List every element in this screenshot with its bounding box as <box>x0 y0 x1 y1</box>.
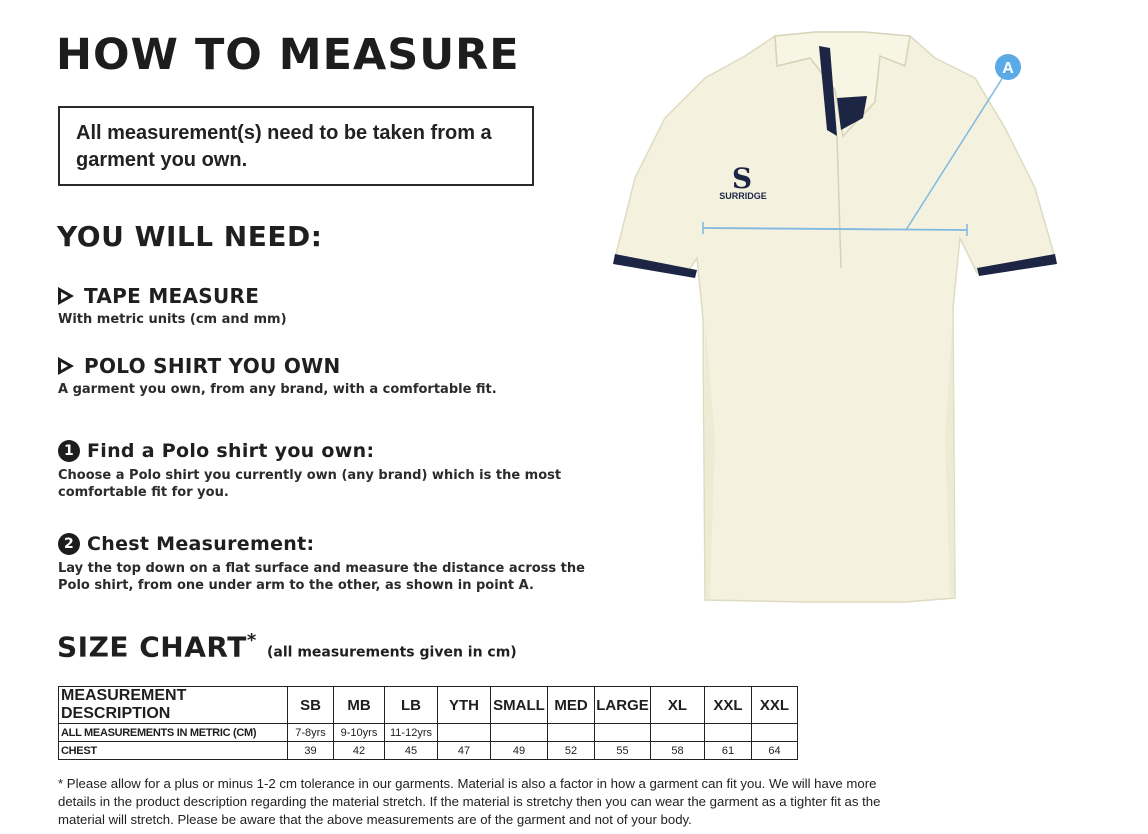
table-header-cell: MEASUREMENT DESCRIPTION <box>59 687 288 724</box>
step-title: Chest Measurement: <box>87 533 315 555</box>
table-cell: CHEST <box>59 742 288 760</box>
table-header-row <box>59 687 798 724</box>
triangle-bullet-icon <box>58 287 74 305</box>
table-cell: 47 <box>438 742 491 760</box>
step-desc: Lay the top down on a flat surface and measure the distance across the Polo shirt, from one under arm to the other, as shown in point A. <box>58 561 585 593</box>
polo-shirt-illustration <box>605 18 1070 608</box>
table-cell: 64 <box>752 742 798 760</box>
marker-a-label: A <box>1002 60 1014 77</box>
need-item-tape <box>58 284 287 327</box>
need-item-polo <box>58 354 497 397</box>
step-desc: Choose a Polo shirt you currently own (any brand) which is the most comfortable fit for you. <box>58 468 562 500</box>
size-chart-note: (all measurements given in cm) <box>267 644 517 661</box>
table-cell <box>651 724 705 742</box>
notice-box: All measurement(s) need to be taken from a garment you own. <box>58 106 534 186</box>
step-2 <box>58 533 598 594</box>
table-header-cell: SB <box>288 687 334 724</box>
table-cell <box>705 724 752 742</box>
table-header-cell: YTH <box>438 687 491 724</box>
footnote: * Please allow for a plus or minus 1-2 cm tolerance in our garments. Material is also a factor in how a garment can fit you. We will have more details in the product description regarding the material stretch. If the material is stretchy then you can wear the garment as a tighter fit as the material will stretch. Please be aware that the above measurements are of the garment and not of your body. <box>58 776 881 827</box>
need-item-title: POLO SHIRT YOU OWN <box>84 354 341 378</box>
step-1 <box>58 440 598 501</box>
step-number-icon: 2 <box>58 533 80 555</box>
table-cell: 58 <box>651 742 705 760</box>
table-header-cell: SMALL <box>491 687 548 724</box>
need-item-desc: A garment you own, from any brand, with a comfortable fit. <box>58 382 497 397</box>
need-item-title: TAPE MEASURE <box>84 284 260 308</box>
table-cell: 11-12yrs <box>385 724 438 742</box>
step-title: Find a Polo shirt you own: <box>87 440 375 462</box>
table-header-cell: XXL <box>705 687 752 724</box>
table-row <box>59 724 798 742</box>
table-cell: 9-10yrs <box>334 724 385 742</box>
step-number-icon: 1 <box>58 440 80 462</box>
table-cell: 52 <box>548 742 595 760</box>
table-header-cell: XXL <box>752 687 798 724</box>
need-item-desc: With metric units (cm and mm) <box>58 312 287 327</box>
table-header-cell: LARGE <box>595 687 651 724</box>
table-cell <box>595 724 651 742</box>
table-cell: 42 <box>334 742 385 760</box>
triangle-bullet-icon <box>58 357 74 375</box>
table-cell: 61 <box>705 742 752 760</box>
table-cell: ALL MEASUREMENTS IN METRIC (CM) <box>59 724 288 742</box>
logo-brand: SURRIDGE <box>719 191 767 201</box>
size-chart-table <box>58 686 798 760</box>
table-cell: 55 <box>595 742 651 760</box>
page-title: HOW TO MEASURE <box>56 30 520 80</box>
logo-mark: S <box>731 162 753 195</box>
table-cell: 45 <box>385 742 438 760</box>
table-cell: 7-8yrs <box>288 724 334 742</box>
table-cell <box>491 724 548 742</box>
size-chart-heading <box>57 630 517 663</box>
table-header-cell: MB <box>334 687 385 724</box>
size-chart-title: SIZE CHART <box>57 630 247 664</box>
table-cell: 39 <box>288 742 334 760</box>
table-cell <box>548 724 595 742</box>
you-will-need-heading: YOU WILL NEED: <box>57 220 323 253</box>
table-cell <box>752 724 798 742</box>
table-header-cell: MED <box>548 687 595 724</box>
table-cell <box>438 724 491 742</box>
table-header-cell: LB <box>385 687 438 724</box>
asterisk: * <box>246 630 257 651</box>
table-row <box>59 742 798 760</box>
table-cell: 49 <box>491 742 548 760</box>
table-header-cell: XL <box>651 687 705 724</box>
